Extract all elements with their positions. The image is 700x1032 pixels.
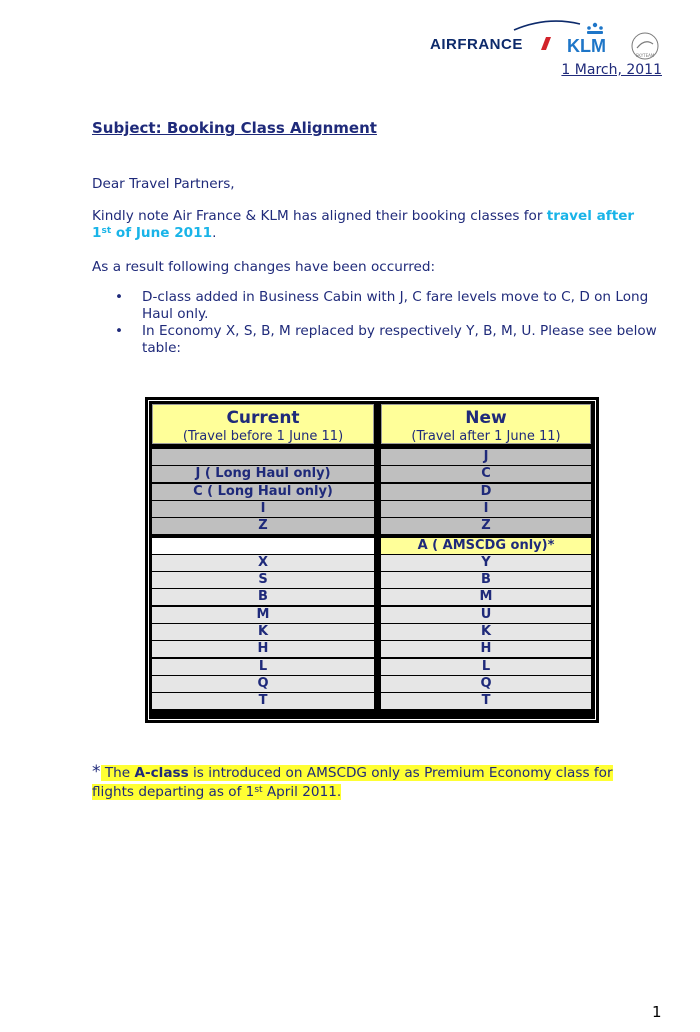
intro-highlight-date: 1st of June 2011 <box>92 225 213 241</box>
klm-crown-icon <box>584 22 606 36</box>
list-item: • D-class added in Business Cabin with J, C fare levels move to C, D on Long Haul only. <box>142 289 672 323</box>
footnote-asterisk: * <box>92 762 101 782</box>
airfrance-swoosh-icon <box>512 18 582 32</box>
table-cell-new: D <box>381 484 591 500</box>
table-cell-new: Z <box>381 518 591 534</box>
airfrance-slash-icon <box>541 37 551 50</box>
page-number: 1 <box>652 1003 662 1021</box>
table-cell-current: H <box>152 641 374 657</box>
new-title: New <box>465 408 507 428</box>
table-cell-new: I <box>381 501 591 517</box>
table-cell-current: M <box>152 607 374 623</box>
result-paragraph: As a result following changes have been occurred: <box>92 259 436 275</box>
current-title: Current <box>226 408 300 428</box>
table-cell-new: K <box>381 624 591 640</box>
new-header <box>381 404 591 444</box>
airfrance-logo: AIRFRANCE <box>430 36 523 53</box>
table-cell-new: Q <box>381 676 591 692</box>
letter-date: 1 March, 2011 <box>561 62 662 78</box>
table-cell-new: U <box>381 607 591 623</box>
table-cell-current: L <box>152 659 374 675</box>
intro-highlight: travel after <box>546 208 635 224</box>
table-cell-current: Q <box>152 676 374 692</box>
svg-text:SKYTEAM: SKYTEAM <box>635 53 655 58</box>
intro-paragraph: Kindly note Air France & KLM has aligned their booking classes for travel after 1st of June 2011. <box>92 208 635 241</box>
table-cell-current: K <box>152 624 374 640</box>
table-cell-current: X <box>152 555 374 571</box>
greeting: Dear Travel Partners, <box>92 176 235 192</box>
table-cell-current <box>152 538 374 554</box>
intro-text: Kindly note Air France & KLM has aligned their booking classes for <box>92 208 547 224</box>
new-subtitle: (Travel after 1 June 11) <box>411 429 561 444</box>
list-item: • In Economy X, S, B, M replaced by respectively Y, B, M, U. Please see below table: <box>142 323 672 357</box>
change-list <box>92 289 672 357</box>
current-subtitle: (Travel before 1 June 11) <box>182 429 344 444</box>
table-cell-new: A ( AMSCDG only)* <box>381 538 591 554</box>
table-cell-current: T <box>152 693 374 709</box>
klm-logo: KLM <box>567 36 606 56</box>
table-cell-current <box>152 449 374 465</box>
table-cell-new: H <box>381 641 591 657</box>
table-cell-current: Z <box>152 518 374 534</box>
table-cell-current: B <box>152 589 374 605</box>
table-cell-current: S <box>152 572 374 588</box>
footnote: * The A-class is introduced on AMSCDG only as Premium Economy class for flights departing as of 1st April 2011. <box>92 762 613 800</box>
current-header <box>152 404 374 444</box>
subject-line: Subject: Booking Class Alignment <box>92 119 377 137</box>
table-cell-new: Y <box>381 555 591 571</box>
table-cell-current: I <box>152 501 374 517</box>
table-cell-new: C <box>381 466 591 482</box>
table-cell-current: C ( Long Haul only) <box>152 484 374 500</box>
footnote-aclass: A-class <box>134 765 189 781</box>
table-cell-new: J <box>381 449 591 465</box>
table-cell-new: M <box>381 589 591 605</box>
table-cell-new: B <box>381 572 591 588</box>
table-cell-current: J ( Long Haul only) <box>152 466 374 482</box>
skyteam-logo-icon <box>629 30 661 62</box>
table-cell-new: L <box>381 659 591 675</box>
booking-class-table <box>145 397 599 723</box>
table-cell-new: T <box>381 693 591 709</box>
